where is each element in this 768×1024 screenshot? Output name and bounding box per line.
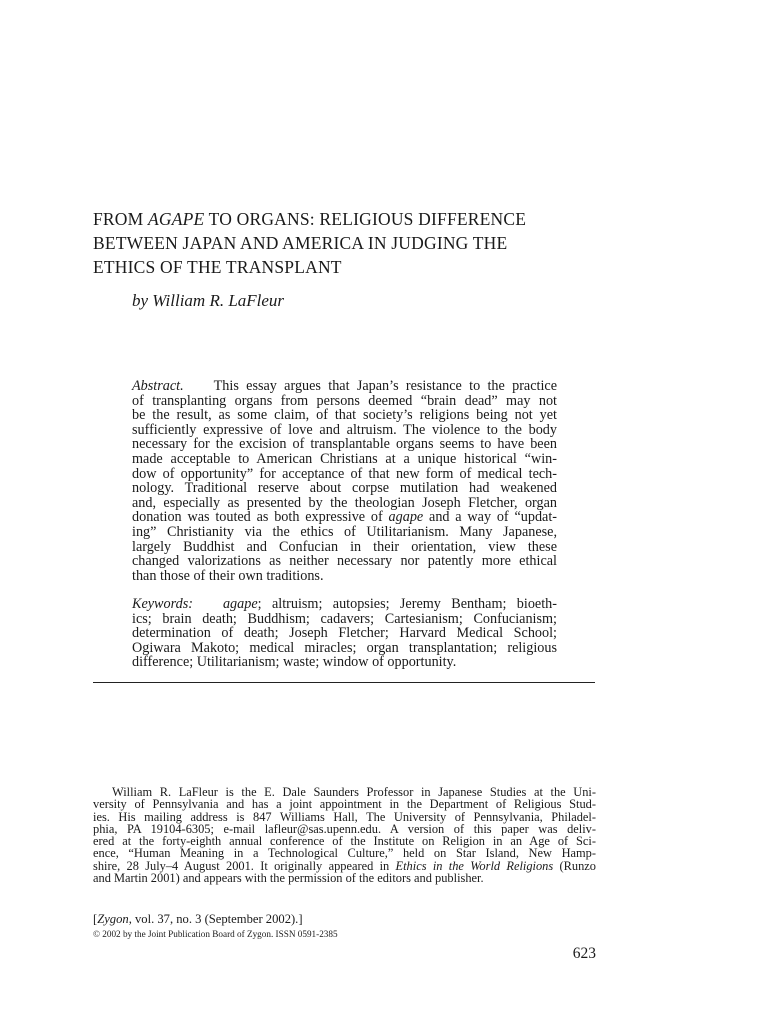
footnote-text: (Runzo (553, 858, 596, 873)
footnote-line: William R. LaFleur is the E. Dale Saunders Professor in Japanese Studies at the Uni- (112, 785, 596, 799)
footnote-line: ence, “Human Meaning in a Technological Culture,” held on Star Island, New Hamp- (93, 846, 596, 861)
copyright-notice: © 2002 by the Joint Publication Board of Zygon. ISSN 0591-2385 (93, 929, 338, 939)
footnote-line: and Martin 2001) and appears with the permission of the editors and publisher. (93, 871, 484, 886)
abstract-line: made acceptable to American Christians at a unique historical “win- (132, 450, 557, 467)
footnote-italic-title: Ethics in the World Religions (395, 858, 554, 873)
abstract-line: largely Buddhist and Confucian in their orientation, view these (132, 538, 557, 555)
keyword-italic: agape (222, 596, 258, 612)
title-text: FROM (93, 209, 148, 229)
abstract-line: changed valorizations as neither necessary nor patently more ethical (132, 553, 557, 570)
abstract-line: and, especially as presented by the theologian Joseph Fletcher, organ (132, 494, 557, 511)
author-byline: by William R. LaFleur (132, 291, 285, 310)
title-line-2: BETWEEN JAPAN AND AMERICA IN JUDGING THE (93, 233, 508, 253)
page-number: 623 (572, 945, 596, 962)
abstract-label: Abstract. (132, 378, 184, 394)
footnote-line: ered at the forty-eighth annual conference of the Institute on Religion in an Age of Sci- (93, 834, 596, 849)
author-footnote (93, 786, 596, 884)
title-line-3: ETHICS OF THE TRANSPLANT (93, 257, 342, 277)
abstract-text: donation was touted as both expressive of (132, 509, 389, 526)
abstract-line: sufficiently expressive of love and altruism. The violence to the body (132, 421, 557, 438)
keywords-line (132, 597, 557, 612)
citation-text: , vol. 37, no. 3 (September 2002).] (128, 912, 303, 926)
abstract-line (132, 379, 557, 394)
keywords-label: Keywords: (132, 596, 193, 612)
abstract-italic-word: agape (388, 509, 424, 526)
title-line-1 (93, 207, 613, 231)
abstract-line: nology. Traditional reserve about corpse mutilation had weakened (132, 480, 557, 497)
keywords (132, 597, 557, 670)
abstract-line: of transplanting organs from persons deemed “brain dead” may not (132, 392, 557, 409)
citation-bracket: [ (93, 912, 98, 926)
abstract-text: This essay argues that Japan’s resistance to the practice (213, 378, 557, 394)
abstract (132, 379, 557, 583)
abstract-line: be the result, as some claim, of that society’s religions being not yet (132, 407, 557, 424)
abstract-line: necessary for the excision of transplantable organs seems to have been (132, 436, 557, 453)
title-italic-word: AGAPE (147, 209, 205, 229)
journal-citation (93, 912, 303, 926)
article-title (93, 207, 613, 279)
section-divider (93, 682, 595, 683)
footnote-line: phia, PA 19104-6305; e-mail lafleur@sas.upenn.edu. A version of this paper was deliv- (93, 821, 596, 836)
abstract-line: ing” Christianity via the ethics of Utilitarianism. Many Japanese, (132, 523, 557, 540)
keywords-line: Ogiwara Makoto; medical miracles; organ transplantation; religious (132, 639, 557, 656)
keywords-line: determination of death; Joseph Fletcher; Harvard Medical School; (132, 625, 557, 642)
abstract-line: than those of their own traditions. (132, 567, 324, 584)
abstract-line (132, 510, 557, 525)
keywords-text: ; altruism; autopsies; Jeremy Bentham; bioeth- (257, 596, 557, 612)
journal-name: Zygon (97, 912, 129, 926)
abstract-line: dow of opportunity” for acceptance of that new form of medical tech- (132, 465, 557, 482)
footnote-line: ies. His mailing address is 847 Williams Hall, The University of Pennsylvania, Philadel- (93, 809, 596, 824)
title-text: TO ORGANS: RELIGIOUS DIFFERENCE (204, 209, 527, 229)
footnote-text: shire, 28 July–4 August 2001. It originally appeared in (93, 858, 396, 873)
keywords-line: ics; brain death; Buddhism; cadavers; Cartesianism; Confucianism; (132, 610, 557, 627)
keywords-line: difference; Utilitarianism; waste; window of opportunity. (132, 654, 457, 671)
abstract-text: and a way of “updat- (423, 509, 558, 526)
footnote-line: versity of Pennsylvania and has a joint appointment in the Department of Religious Stud- (93, 797, 596, 812)
